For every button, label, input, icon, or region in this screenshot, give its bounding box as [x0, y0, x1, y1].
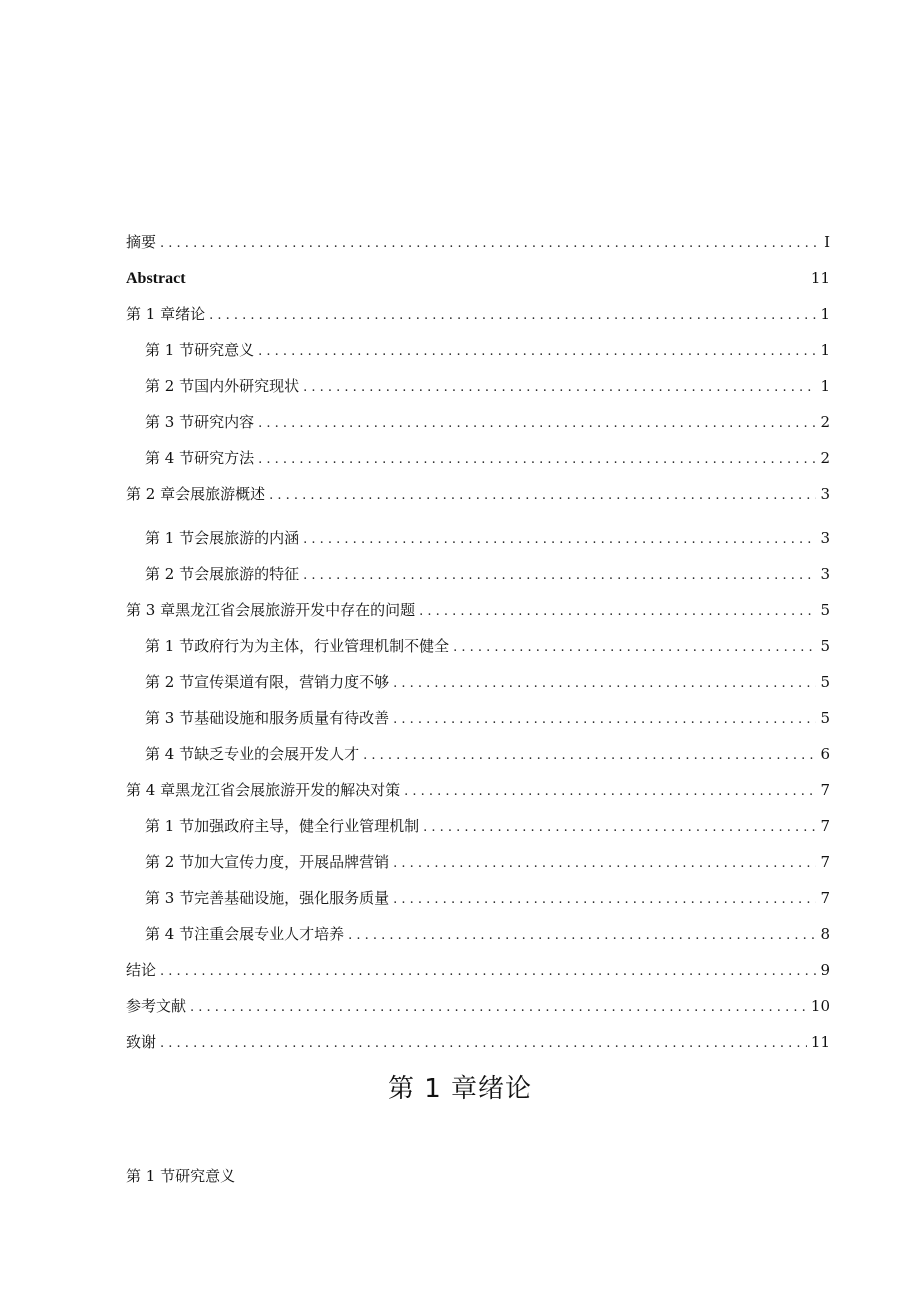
toc-entry[interactable]: [126, 812, 830, 848]
toc-entry[interactable]: [126, 704, 830, 740]
toc-entry[interactable]: [126, 740, 830, 776]
toc-dot-leader: [258, 410, 816, 438]
toc-entry-label: 第 1 节加强政府主导，健全行业管理机制: [145, 817, 420, 835]
toc-entry-label: 第 1 节研究意义: [145, 341, 255, 359]
toc-dot-leader: [453, 634, 816, 662]
toc-dot-leader: [303, 526, 816, 554]
toc-entry-page-number: 5: [820, 709, 830, 727]
toc-dot-leader: [393, 706, 816, 734]
toc-entry[interactable]: [126, 560, 830, 596]
toc-entry-page-number: 2: [820, 449, 830, 467]
toc-entry-page-number: I: [824, 233, 830, 251]
toc-dot-leader: [423, 814, 816, 842]
toc-entry-page-number: 7: [820, 889, 830, 907]
toc-dot-leader: [160, 958, 816, 986]
toc-entry-page-number: 5: [820, 637, 830, 655]
table-of-contents: [126, 228, 830, 1064]
toc-entry-label: Abstract: [126, 270, 186, 287]
toc-entry-label: 第 3 章黑龙江省会展旅游开发中存在的问题: [126, 601, 416, 619]
toc-entry-page-number: 1: [820, 305, 830, 323]
toc-entry[interactable]: [126, 300, 830, 336]
chapter-heading: 第 1 章绪论: [387, 1074, 533, 1104]
toc-dot-leader: [258, 446, 816, 474]
toc-entry[interactable]: [126, 264, 830, 300]
toc-entry-label: 第 3 节基础设施和服务质量有待改善: [145, 709, 390, 727]
toc-entry[interactable]: [126, 524, 830, 560]
toc-entry[interactable]: [126, 596, 830, 632]
toc-entry-label: 第 3 节完善基础设施，强化服务质量: [145, 889, 390, 907]
toc-entry-label: 第 2 节国内外研究现状: [145, 377, 300, 395]
toc-dot-leader: [209, 302, 816, 330]
toc-entry-label: 第 4 节缺乏专业的会展开发人才: [145, 745, 360, 763]
toc-entry-page-number: 11: [810, 269, 830, 287]
toc-dot-leader: [160, 230, 820, 258]
toc-entry-page-number: 7: [820, 781, 830, 799]
toc-entry[interactable]: [126, 480, 830, 516]
toc-dot-leader: [303, 562, 816, 590]
toc-entry-label: 第 1 章绪论: [126, 305, 206, 323]
toc-entry-page-number: 3: [820, 565, 830, 583]
toc-dot-leader: [258, 338, 816, 366]
toc-entry[interactable]: [126, 956, 830, 992]
toc-entry[interactable]: [126, 668, 830, 704]
toc-dot-leader: [419, 598, 816, 626]
toc-entry-page-number: 9: [820, 961, 830, 979]
toc-entry-page-number: 3: [820, 485, 830, 503]
toc-entry[interactable]: [126, 444, 830, 480]
toc-entry-label: 第 2 节加大宣传力度，开展品牌营销: [145, 853, 390, 871]
toc-entry-page-number: 10: [810, 997, 830, 1015]
toc-dot-leader: [393, 886, 816, 914]
toc-entry-label: 第 4 节注重会展专业人才培养: [145, 925, 345, 943]
toc-entry[interactable]: [126, 228, 830, 264]
toc-dot-leader: [190, 994, 807, 1022]
toc-dot-leader: [393, 850, 816, 878]
toc-entry[interactable]: [126, 372, 830, 408]
toc-entry-page-number: 11: [810, 1033, 830, 1051]
toc-dot-leader: [303, 374, 816, 402]
section-heading: 第 1 节研究意义: [126, 1167, 236, 1185]
toc-dot-leader: [393, 670, 816, 698]
toc-entry-page-number: 7: [820, 817, 830, 835]
toc-entry[interactable]: [126, 920, 830, 956]
toc-entry-page-number: 8: [820, 925, 830, 943]
toc-dot-leader: [404, 778, 816, 806]
toc-dot-leader: [348, 922, 816, 950]
toc-entry-label: 致谢: [126, 1033, 157, 1051]
toc-entry[interactable]: [126, 408, 830, 444]
toc-entry-label: 结论: [126, 961, 157, 979]
toc-entry-label: 第 1 节政府行为为主体，行业管理机制不健全: [145, 637, 450, 655]
toc-entry[interactable]: [126, 1028, 830, 1064]
toc-entry-label: 第 1 节会展旅游的内涵: [145, 529, 300, 547]
toc-dot-leader: [160, 1030, 807, 1058]
toc-entry-page-number: 5: [820, 601, 830, 619]
toc-dot-leader: [363, 742, 816, 770]
toc-entry[interactable]: [126, 776, 830, 812]
toc-entry[interactable]: [126, 336, 830, 372]
toc-entry-page-number: 1: [820, 377, 830, 395]
toc-entry-label: 第 2 节宣传渠道有限，营销力度不够: [145, 673, 390, 691]
toc-entry-page-number: 3: [820, 529, 830, 547]
toc-entry-label: 第 2 节会展旅游的特征: [145, 565, 300, 583]
toc-entry[interactable]: [126, 884, 830, 920]
toc-entry-label: 第 3 节研究内容: [145, 413, 255, 431]
toc-entry-label: 第 2 章会展旅游概述: [126, 485, 266, 503]
toc-dot-leader: [269, 482, 816, 510]
toc-entry-page-number: 7: [820, 853, 830, 871]
toc-entry[interactable]: [126, 632, 830, 668]
toc-entry[interactable]: [126, 848, 830, 884]
toc-entry-page-number: 5: [820, 673, 830, 691]
toc-entry-label: 参考文献: [126, 997, 187, 1015]
toc-entry-page-number: 2: [820, 413, 830, 431]
toc-entry-label: 第 4 章黑龙江省会展旅游开发的解决对策: [126, 781, 401, 799]
toc-entry-page-number: 6: [820, 745, 830, 763]
toc-entry[interactable]: [126, 992, 830, 1028]
toc-entry-label: 第 4 节研究方法: [145, 449, 255, 467]
toc-entry-page-number: 1: [820, 341, 830, 359]
toc-entry-label: 摘要: [126, 233, 157, 251]
